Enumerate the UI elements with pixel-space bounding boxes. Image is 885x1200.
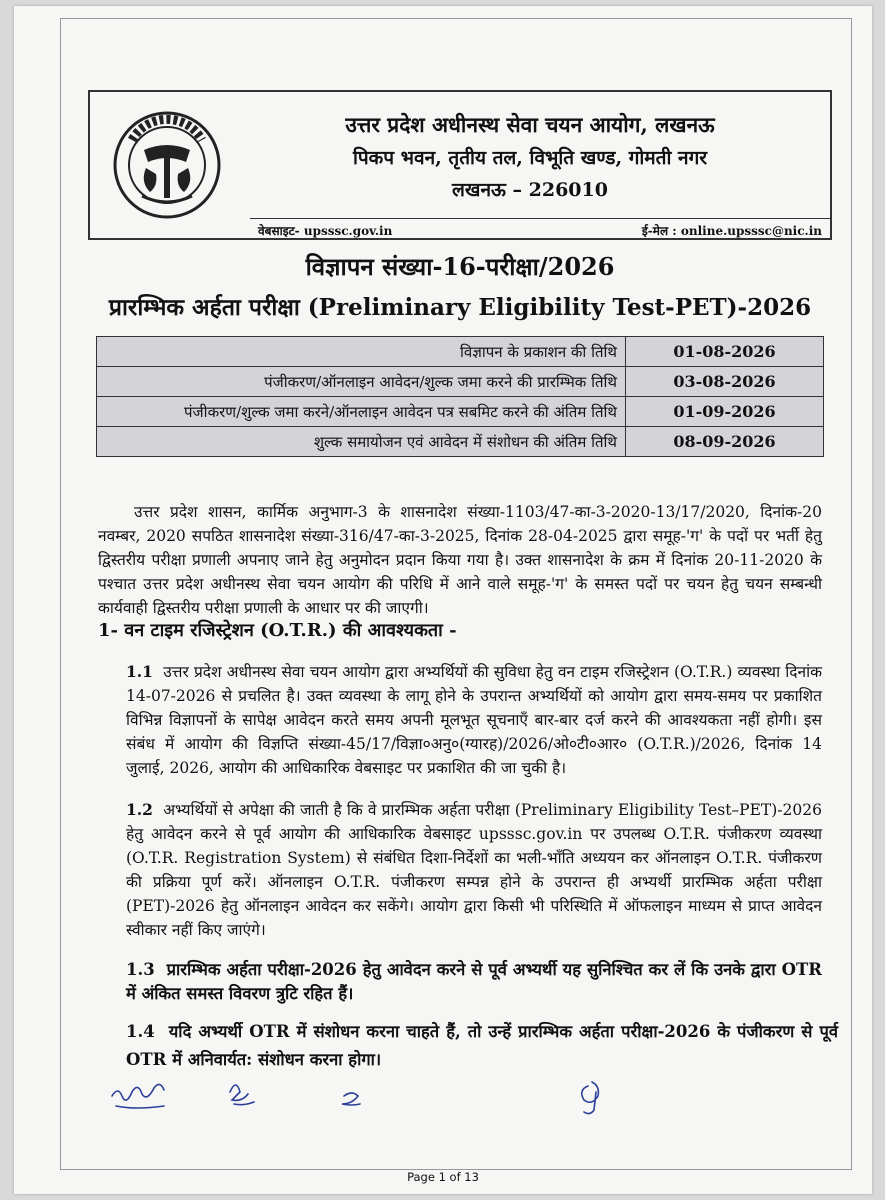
clause-1-2 bbox=[126, 798, 822, 942]
date-value: 03-08-2026 bbox=[626, 367, 824, 397]
advertisement-number: विज्ञापन संख्या-16-परीक्षा/2026 bbox=[305, 252, 615, 281]
important-dates-table bbox=[96, 336, 824, 457]
contact-strip bbox=[250, 218, 830, 239]
clause-number: 1.2 bbox=[126, 800, 153, 819]
clause-text: उत्तर प्रदेश अधीनस्थ सेवा चयन आयोग द्वारा अभ्यर्थियों की सुविधा हेतु वन टाइम रजिस्ट्रेशन (O.T.R.) व्यवस्था दिनांक 14-07-2026 से प्रचलित है। उक्त व्यवस्था के लागू होने के उपरान्त अभ्यर्थियों को आयोग द्वारा समय-समय पर प्रकाशित विभिन्न विज्ञापनों के सापेक्ष आवेदन करते समय अपनी मूलभूत सूचनाएँ बार-बार दर्ज करने की आवश्यकता नहीं होगी। इस संबंध में आयोग की विज्ञप्ति संख्या-45/17/विज्ञा०अनु०(ग्यारह)/2026/ओ०टी०आर० (O.T.R.)/2026, दिनांक 14 जुलाई, 2026, आयोग की आधिकारिक वेबसाइट पर प्रकाशित की जा चुकी है। bbox=[126, 663, 823, 777]
website-text: वेबसाइट- upsssc.gov.in bbox=[258, 224, 393, 238]
clause-text: अभ्यर्थियों से अपेक्षा की जाती है कि वे प्रारम्भिक अर्हता परीक्षा (Preliminary Eligibility Test–PET)-2026 हेतु आवेदन करने से पूर्व आयोग की आधिकारिक वेबसाइट upsssc.gov.in पर उपलब्ध O.T.R. पंजीकरण व्यवस्था (O.T.R. Registration System) से संबंधित दिशा-निर्देशों का भली-भाँति अध्ययन कर ऑनलाइन O.T.R. पंजीकरण की प्रक्रिया पूर्ण करें। ऑनलाइन O.T.R. पंजीकरण सम्पन्न होने के उपरान्त ही अभ्यर्थी प्रारम्भिक अर्हता परीक्षा (PET)-2026 हेतु ऑनलाइन आवेदन कर सकेंगे। आयोग द्वारा किसी भी परिस्थिति में ऑफलाइन माध्यम से प्राप्त आवेदन स्वीकार नहीं किए जाएंगे। bbox=[126, 801, 822, 939]
intro-paragraph: उत्तर प्रदेश शासन, कार्मिक अनुभाग-3 के शासनादेश संख्या-1103/47-का-3-2020-13/17/2020, दिनांक-20 नवम्बर, 2020 सपठित शासनादेश संख्या-316/47-का-3-2025, दिनांक 28-04-2025 द्वारा समूह-'ग' के पदों पर भर्ती हेतु द्विस्तरीय परीक्षा प्रणाली अपनाए जाने हेतु अनुमोदन प्रदान किया गया है। उक्त शासनादेश के क्रम में दिनांक 20-11-2020 के पश्चात उत्तर प्रदेश अधीनस्थ सेवा चयन आयोग की परिधि में आने वाले समूह-'ग' के समस्त पदों पर चयन हेतु चयन सम्बन्धी कार्यवाही द्विस्तरीय परीक्षा प्रणाली के आधार पर की जाएगी। bbox=[98, 503, 822, 617]
table-row bbox=[97, 397, 824, 427]
date-label: शुल्क समायोजन एवं आवेदन में संशोधन की अंतिम तिथि bbox=[97, 427, 626, 457]
letterhead-top bbox=[90, 92, 830, 220]
clause-text: प्रारम्भिक अर्हता परीक्षा-2026 हेतु आवेदन करने से पूर्व अभ्यर्थी यह सुनिश्चित कर लें कि उनके द्वारा OTR में अंकित समस्त विवरण त्रुटि रहित हैं। bbox=[126, 960, 822, 1003]
date-label: विज्ञापन के प्रकाशन की तिथि bbox=[97, 337, 626, 367]
date-value: 08-09-2026 bbox=[626, 427, 824, 457]
email-text: ई-मेल : online.upsssc@nic.in bbox=[641, 224, 822, 238]
date-label: पंजीकरण/शुल्क जमा करने/ऑनलाइन आवेदन पत्र सबमिट करने की अंतिम तिथि bbox=[97, 397, 626, 427]
date-value: 01-08-2026 bbox=[626, 337, 824, 367]
clause-number: 1.1 bbox=[126, 662, 153, 681]
table-row bbox=[97, 337, 824, 367]
clause-text: यदि अभ्यर्थी OTR में संशोधन करना चाहते हैं, तो उन्हें प्रारम्भिक अर्हता परीक्षा-2026 के पंजीकरण से पूर्व OTR में अनिवार्यत: संशोधन करना होगा। bbox=[126, 1022, 838, 1069]
date-label: पंजीकरण/ऑनलाइन आवेदन/शुल्क जमा करने की प्रारम्भिक तिथि bbox=[97, 367, 626, 397]
table-row bbox=[97, 427, 824, 457]
date-value: 01-09-2026 bbox=[626, 397, 824, 427]
section-heading: 1- वन टाइम रजिस्ट्रेशन (O.T.R.) की आवश्यकता - bbox=[98, 620, 457, 641]
clause-number: 1.4 bbox=[126, 1022, 155, 1041]
letterhead bbox=[88, 90, 832, 240]
up-state-emblem-icon bbox=[112, 110, 222, 220]
clause-number: 1.3 bbox=[126, 960, 155, 979]
page-footer: Page 1 of 13 bbox=[407, 1170, 479, 1184]
clause-1-1 bbox=[126, 660, 822, 780]
organization-city: लखनऊ – 226010 bbox=[452, 179, 608, 201]
document-page bbox=[14, 6, 872, 1194]
organization-address: पिकप भवन, तृतीय तल, विभूति खण्ड, गोमती नगर bbox=[352, 147, 708, 169]
organization-name: उत्तर प्रदेश अधीनस्थ सेवा चयन आयोग, लखनऊ bbox=[345, 112, 715, 137]
table-row bbox=[97, 367, 824, 397]
exam-title: प्रारम्भिक अर्हता परीक्षा (Preliminary Eligibility Test-PET)-2026 bbox=[108, 294, 812, 321]
clause-1-3 bbox=[126, 958, 822, 1006]
handwritten-initials bbox=[110, 1066, 810, 1126]
